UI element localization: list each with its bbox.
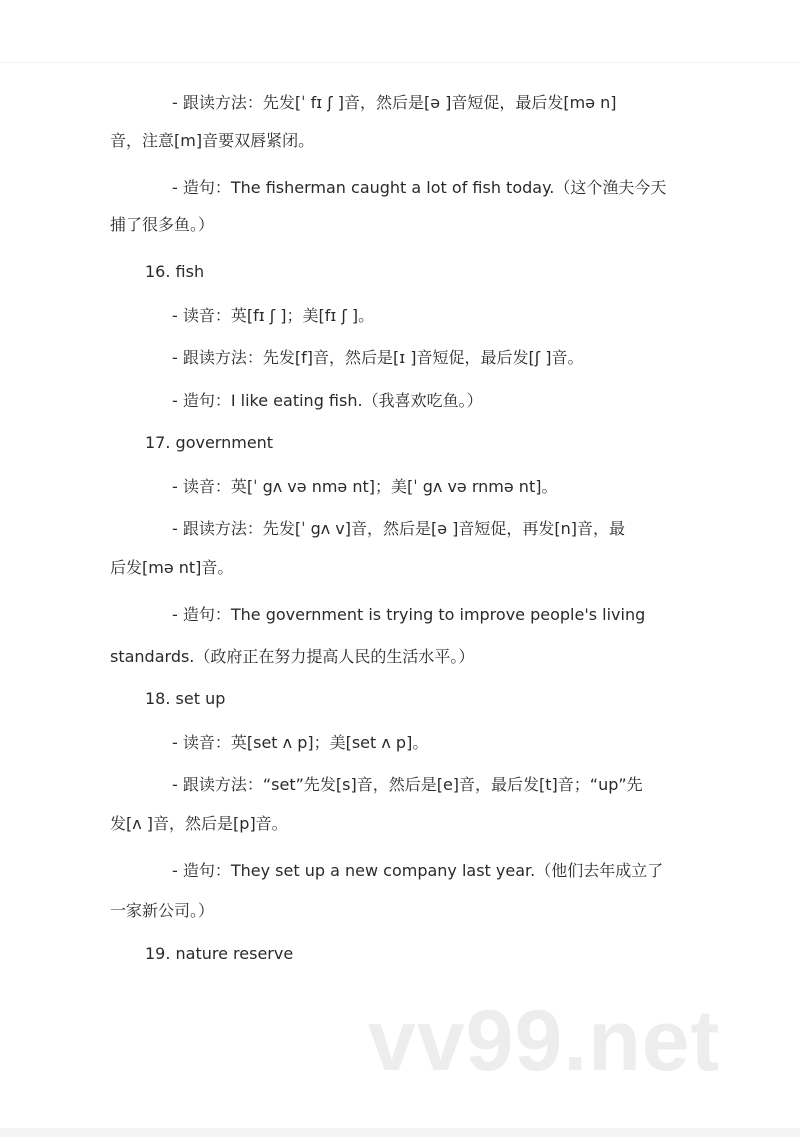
method-line-cont: 后发[mə nt]音。 [110, 558, 234, 577]
method-line-cont: 发[ʌ ]音，然后是[p]音。 [110, 814, 288, 833]
watermark: vv99.net [368, 993, 721, 1089]
example-line: - 造句：They set up a new company last year.（他们去年成立了 [172, 861, 664, 880]
example-line-cont: 捕了很多鱼。） [110, 215, 215, 234]
method-line: - 跟读方法：“set”先发[s]音，然后是[e]音，最后发[t]音；“up”先 [172, 775, 643, 794]
example-line: - 造句：The fisherman caught a lot of fish today.（这个渔夫今天 [172, 178, 667, 197]
bottom-bar [0, 1128, 800, 1137]
method-line: - 跟读方法：先发[ˈ gʌ v]音，然后是[ə ]音短促，再发[n]音，最 [172, 519, 626, 538]
method-line: - 跟读方法：先发[ˈ fɪ ʃ ]音，然后是[ə ]音短促，最后发[mə n] [172, 93, 617, 112]
example-line-cont: 一家新公司。） [110, 901, 215, 920]
entry-heading: 16. fish [145, 262, 205, 281]
top-bar [0, 0, 800, 63]
method-line: - 跟读方法：先发[f]音，然后是[ɪ ]音短促，最后发[ʃ ]音。 [172, 348, 584, 367]
example-line: - 造句：I like eating fish.（我喜欢吃鱼。） [172, 391, 483, 410]
entry-heading: 17. government [145, 433, 274, 452]
pronunciation-line: - 读音：英[fɪ ʃ ]；美[fɪ ʃ ]。 [172, 306, 375, 325]
pronunciation-line: - 读音：英[ˈ gʌ və nmə nt]；美[ˈ gʌ və rnmə nt]。 [172, 477, 558, 496]
pronunciation-line: - 读音：英[set ʌ p]；美[set ʌ p]。 [172, 733, 429, 752]
example-line-cont: standards.（政府正在努力提高人民的生活水平。） [110, 647, 475, 666]
example-line: - 造句：The government is trying to improve people's living [172, 605, 646, 624]
entry-heading: 18. set up [145, 689, 226, 708]
method-line-cont: 音，注意[m]音要双唇紧闭。 [110, 131, 315, 150]
entry-heading: 19. nature reserve [145, 944, 294, 963]
